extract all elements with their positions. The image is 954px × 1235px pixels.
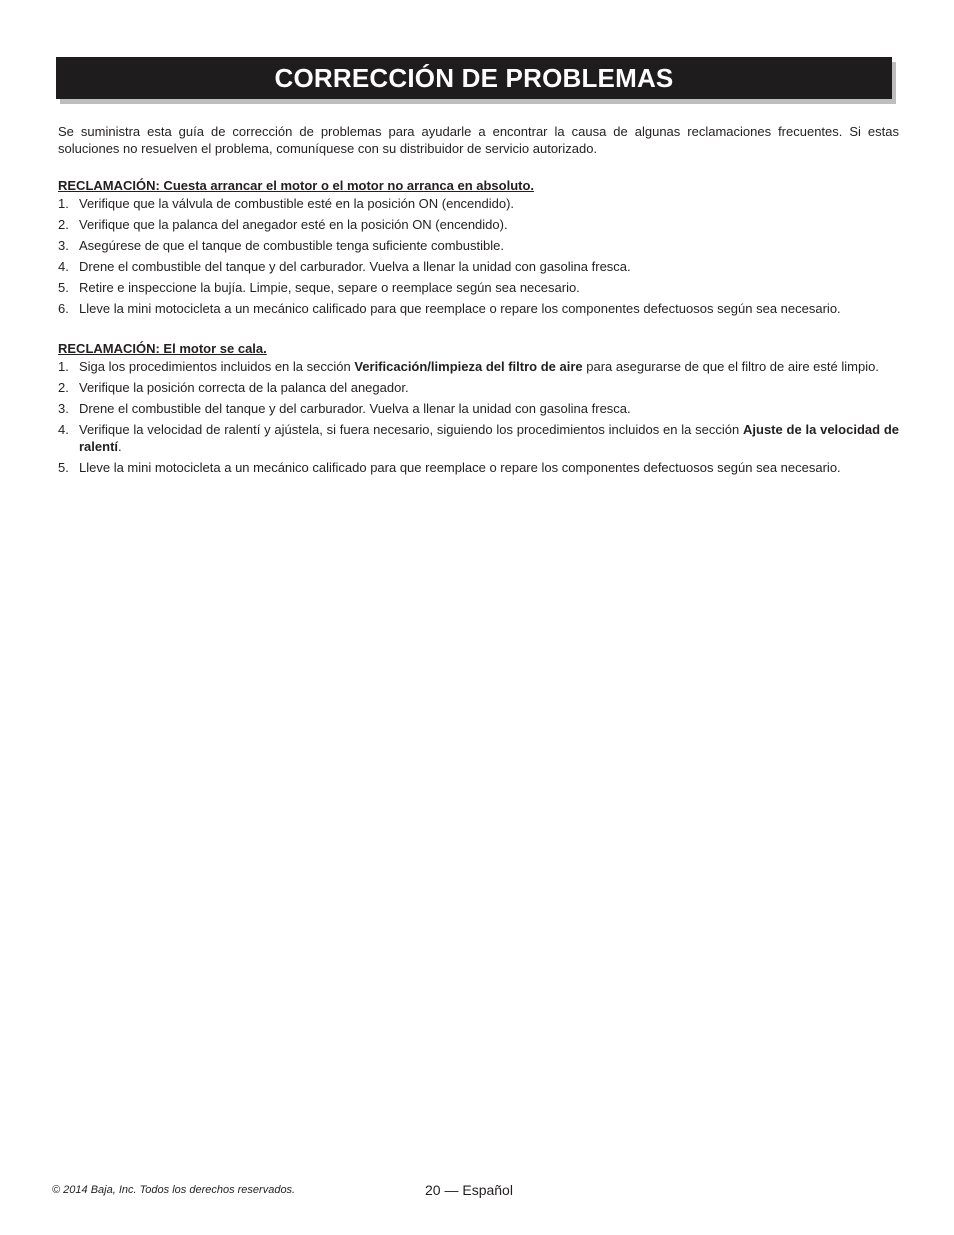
item-number: 3. [58,238,69,253]
list-item [58,358,899,375]
content [58,123,899,480]
item-text: Drene el combustible del tanque y del carburador. Vuelva a llenar la unidad con gasolina fresca. [79,259,631,274]
section-reference: Verificación/limpieza del filtro de aire [354,359,583,374]
list-item [58,195,899,212]
intro-paragraph: Se suministra esta guía de corrección de problemas para ayudarle a encontrar la causa de algunas reclamaciones frecuentes. Si estas soluciones no resuelven el problema, comuníquese con su distribuidor de servicio autorizado. [58,124,899,156]
list-item [58,279,899,296]
list-item [58,379,899,396]
item-number: 2. [58,380,69,395]
list-item [58,421,899,455]
item-text: Verifique que la válvula de combustible esté en la posición ON (encendido). [79,196,515,211]
item-text: Lleve la mini motocicleta a un mecánico calificado para que reemplace o repare los componentes defectuosos según sea necesario. [79,460,841,475]
item-text: Verifique que la palanca del anegador esté en la posición ON (encendido). [79,217,508,232]
title-banner-bar [56,57,892,99]
item-number: 2. [58,217,69,232]
title-banner [56,57,896,104]
list-item [58,459,899,476]
list-item [58,300,899,317]
item-number: 1. [58,359,69,374]
section1-list [58,195,899,317]
section2-list [58,358,899,476]
item-number: 4. [58,422,69,437]
item-text: Drene el combustible del tanque y del carburador. Vuelva a llenar la unidad con gasolina fresca. [79,401,631,416]
item-text: Siga los procedimientos incluidos en la sección Verificación/limpieza del filtro de aire para asegurarse de que el filtro de aire esté limpio. [79,359,879,374]
footer-copyright: © 2014 Baja, Inc. Todos los derechos reservados. [52,1184,296,1196]
item-number: 4. [58,259,69,274]
list-item [58,258,899,275]
item-text: Lleve la mini motocicleta a un mecánico calificado para que reemplace o repare los componentes defectuosos según sea necesario. [79,301,841,316]
item-number: 1. [58,196,69,211]
section-reference: Ajuste de la velocidad de ralentí [79,422,900,454]
item-text: Verifique la posición correcta de la palanca del anegador. [79,380,409,395]
item-text: Retire e inspeccione la bujía. Limpie, seque, separe o reemplace según sea necesario. [79,280,580,295]
footer-page-number: 20 — Español [425,1182,513,1198]
item-number: 6. [58,301,69,316]
list-item [58,216,899,233]
item-number: 5. [58,280,69,295]
section2-heading: RECLAMACIÓN: El motor se cala. [58,341,267,356]
item-number: 5. [58,460,69,475]
item-text: Asegúrese de que el tanque de combustible tenga suficiente combustible. [79,238,504,253]
item-number: 3. [58,401,69,416]
section1-heading: RECLAMACIÓN: Cuesta arrancar el motor o el motor no arranca en absoluto. [58,178,535,193]
list-item [58,400,899,417]
list-item [58,237,899,254]
page-title: CORRECCIÓN DE PROBLEMAS [274,62,674,93]
item-text: Verifique la velocidad de ralentí y ajústela, si fuera necesario, siguiendo los procedimientos incluidos en la sección Ajuste de la velocidad de ralentí. [79,422,900,454]
